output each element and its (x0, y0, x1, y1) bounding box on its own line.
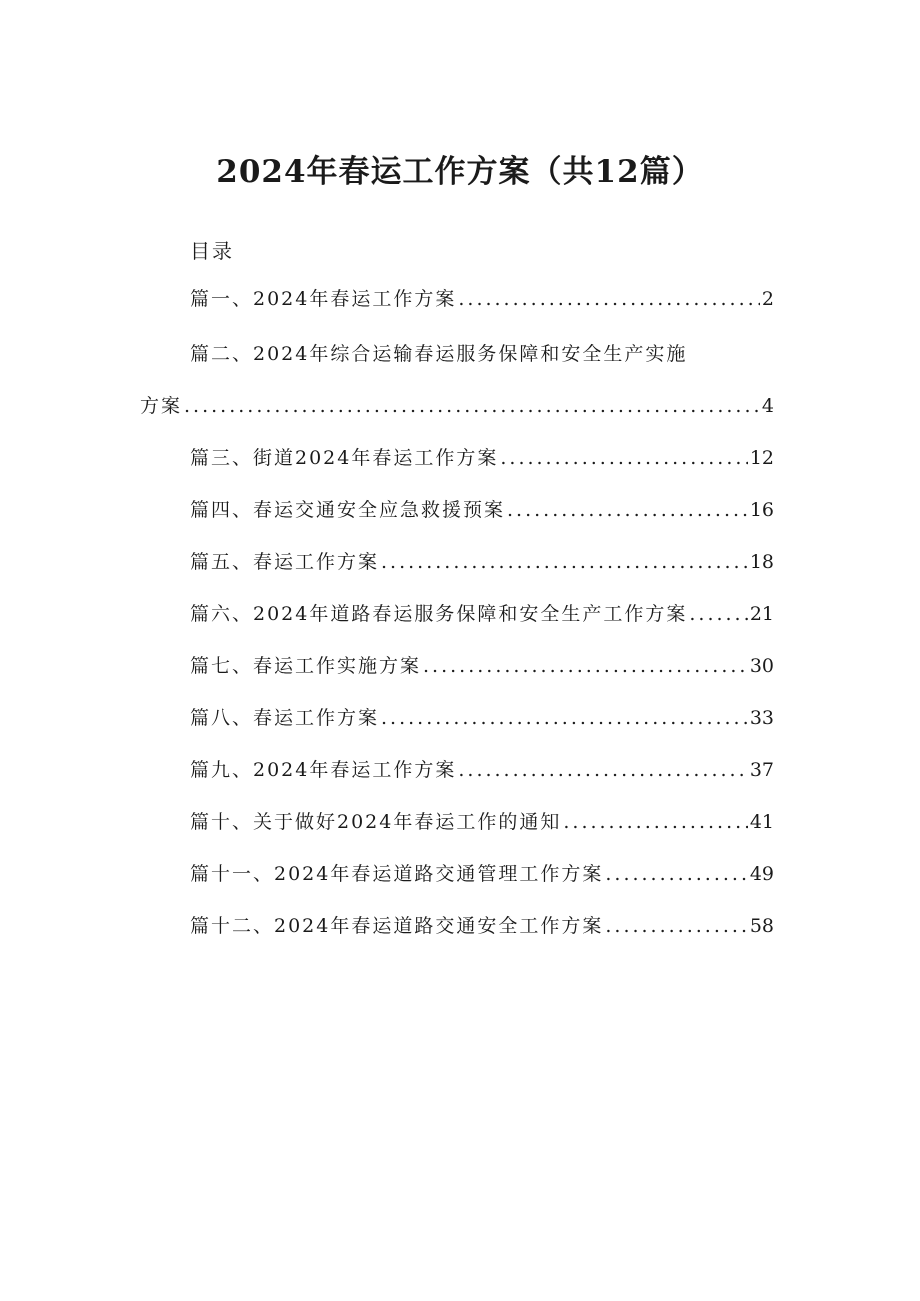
toc-entry-6[interactable] (190, 599, 774, 629)
toc-page-number: 33 (749, 707, 774, 729)
toc-page-number: 16 (749, 499, 774, 521)
toc-leader-dots (689, 603, 747, 625)
toc-leader-dots (605, 863, 747, 885)
toc-entry-4[interactable] (190, 495, 774, 525)
toc-entry-label: 篇一、2024年春运工作方案 (190, 288, 457, 310)
toc-leader-dots (184, 395, 760, 417)
toc-entry-2-line1[interactable] (190, 339, 774, 369)
toc-entry-label: 篇四、春运交通安全应急救援预案 (190, 499, 506, 521)
toc-leader-dots (500, 447, 747, 469)
toc-entry-label: 方案 (140, 395, 183, 417)
toc-entry-8[interactable] (190, 703, 774, 733)
toc-entry-5[interactable] (190, 547, 774, 577)
toc-page-number: 2 (761, 288, 774, 310)
toc-page-number: 4 (761, 395, 774, 417)
toc-heading: 目录 (190, 239, 234, 263)
toc-page-number: 37 (749, 759, 774, 781)
toc-entry-1[interactable] (190, 284, 774, 314)
toc-entry-label: 篇五、春运工作方案 (190, 551, 380, 573)
toc-entry-label: 篇十、关于做好2024年春运工作的通知 (190, 811, 562, 833)
toc-leader-dots (458, 759, 747, 781)
toc-page-number: 18 (749, 551, 774, 573)
toc-page-number: 49 (749, 863, 774, 885)
toc-entry-11[interactable] (190, 859, 774, 889)
toc-entry-9[interactable] (190, 755, 774, 785)
toc-page-number: 12 (749, 447, 774, 469)
toc-entry-7[interactable] (190, 651, 774, 681)
toc-leader-dots (605, 915, 747, 937)
toc-entry-label: 篇九、2024年春运工作方案 (190, 759, 457, 781)
toc-entry-label: 篇二、2024年综合运输春运服务保障和安全生产实施 (190, 343, 688, 365)
toc-leader-dots (563, 811, 747, 833)
toc-entry-label: 篇三、街道2024年春运工作方案 (190, 447, 499, 469)
toc-entry-label: 篇八、春运工作方案 (190, 707, 380, 729)
toc-page-number: 58 (749, 915, 774, 937)
toc-entry-label: 篇十一、2024年春运道路交通管理工作方案 (190, 863, 604, 885)
toc-leader-dots (381, 707, 748, 729)
document-title: 2024年春运工作方案（共12篇） (216, 154, 704, 190)
toc-entry-10[interactable] (190, 807, 774, 837)
toc-page-number: 30 (749, 655, 774, 677)
toc-page-number: 41 (749, 811, 774, 833)
toc-leader-dots (458, 288, 760, 310)
toc-entry-label: 篇七、春运工作实施方案 (190, 655, 422, 677)
toc-entry-2-line2[interactable] (140, 391, 774, 421)
toc-entry-3[interactable] (190, 443, 774, 473)
toc-leader-dots (381, 551, 748, 573)
toc-page-number: 21 (749, 603, 774, 625)
toc-entry-label: 篇六、2024年道路春运服务保障和安全生产工作方案 (190, 603, 688, 625)
toc-leader-dots (507, 499, 748, 521)
toc-entry-12[interactable] (190, 911, 774, 941)
toc-leader-dots (423, 655, 748, 677)
toc-entry-label: 篇十二、2024年春运道路交通安全工作方案 (190, 915, 604, 937)
